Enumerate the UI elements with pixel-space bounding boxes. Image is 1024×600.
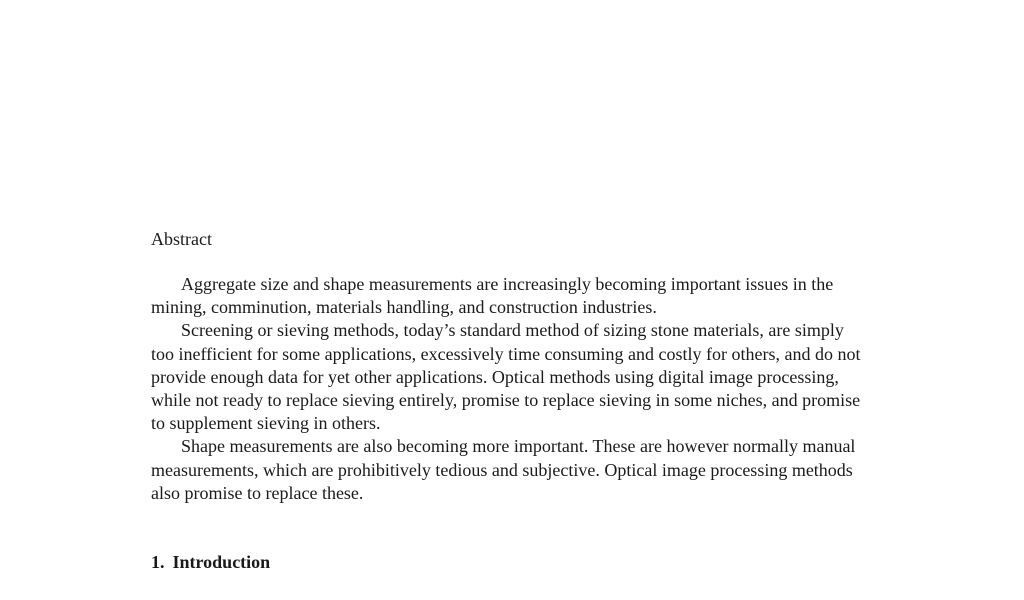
section-number: 1.: [151, 552, 165, 572]
abstract-paragraph-3: Shape measurements are also becoming more important. These are however normally manual measurements, which are prohibitively tedious and subjective. Optical image processing methods also promise to replace these.: [151, 436, 856, 503]
section-heading-introduction: [151, 551, 270, 573]
abstract-heading: Abstract: [151, 229, 212, 249]
abstract-paragraph-2: Screening or sieving methods, today’s standard method of sizing stone materials, are simply too inefficient for some applications, excessively time consuming and costly for others, and do not provide enough data for yet other applications. Optical methods using digital image processing, while not ready to replace sieving entirely, promise to replace sieving in some niches, and promise to supplement sieving in others.: [151, 320, 861, 434]
section-title: Introduction: [172, 552, 271, 572]
abstract-body: [151, 273, 871, 505]
abstract-paragraph-1: Aggregate size and shape measurements are increasingly becoming important issues in the mining, comminution, materials handling, and construction industries.: [151, 274, 834, 318]
